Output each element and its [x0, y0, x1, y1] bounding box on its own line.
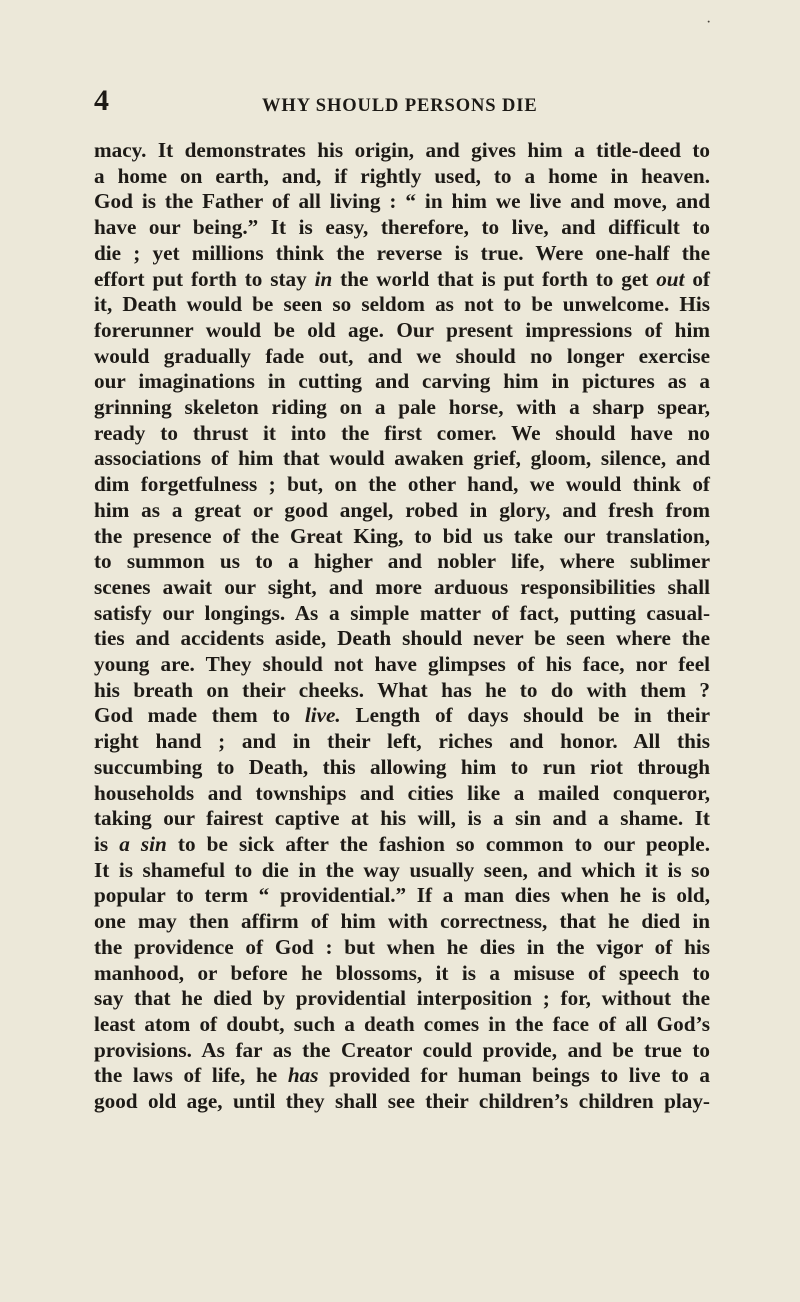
text-line: ties and accidents aside, Death should never be seen where the	[94, 626, 710, 651]
text-line: provisions. As far as the Creator could provide, and be true to	[94, 1037, 710, 1062]
text-line: the presence of the Great King, to bid us take our translation,	[94, 523, 710, 548]
text-line: God is the Father of all living : “ in him we live and move, and	[94, 189, 710, 214]
text-line: the providence of God : but when he dies in the vigor of his	[94, 934, 710, 959]
text-line: satisfy our longings. As a simple matter of fact, putting casual-	[94, 600, 710, 625]
body-text	[94, 138, 710, 1115]
text-line: grinning skeleton riding on a pale horse, with a sharp spear,	[94, 395, 710, 420]
text-line: effort put forth to stay in the world that is put forth to get out of	[94, 266, 710, 291]
text-line: right hand ; and in their left, riches and honor. All this	[94, 729, 710, 754]
text-line: say that he died by providential interposition ; for, without the	[94, 986, 710, 1011]
text-line: one may then affirm of him with correctness, that he died in	[94, 909, 710, 934]
text-line: our imaginations in cutting and carving him in pictures as a	[94, 369, 710, 394]
text-line: manhood, or before he blossoms, it is a misuse of speech to	[94, 960, 710, 985]
text-line: It is shameful to die in the way usually seen, and which it is so	[94, 857, 710, 882]
text-line: God made them to live. Length of days should be in their	[94, 703, 710, 728]
text-line: least atom of doubt, such a death comes in the face of all God’s	[94, 1011, 710, 1036]
text-line: have our being.” It is easy, therefore, to live, and difficult to	[94, 215, 710, 240]
text-line: scenes await our sight, and more arduous responsibilities shall	[94, 574, 710, 599]
text-line: a home on earth, and, if rightly used, to a home in heaven.	[94, 163, 710, 188]
text-line: dim forgetfulness ; but, on the other hand, we would think of	[94, 472, 710, 497]
text-line: taking our fairest captive at his will, is a sin and a shame. It	[94, 806, 710, 831]
margin-speck: ·	[706, 14, 712, 31]
text-line: associations of him that would awaken grief, gloom, silence, and	[94, 446, 710, 471]
text-line: to summon us to a higher and nobler life, where sublimer	[94, 549, 710, 574]
text-line: succumbing to Death, this allowing him to run riot through	[94, 754, 710, 779]
text-line: the laws of life, he has provided for human beings to live to a	[94, 1063, 710, 1088]
text-line: it, Death would be seen so seldom as not to be unwelcome. His	[94, 292, 710, 317]
text-line: young are. They should not have glimpses of his face, nor feel	[94, 652, 710, 677]
running-head	[94, 84, 710, 122]
text-line: macy. It demonstrates his origin, and gives him a title-deed to	[94, 138, 710, 162]
text-line: good old age, until they shall see their children’s children play-	[94, 1089, 710, 1114]
text-line: popular to term “ providential.” If a man dies when he is old,	[94, 883, 710, 908]
text-line: die ; yet millions think the reverse is true. Were one-half the	[94, 240, 710, 265]
text-line: households and townships and cities like a mailed conqueror,	[94, 780, 710, 805]
text-line: forerunner would be old age. Our present impressions of him	[94, 317, 710, 342]
text-line: would gradually fade out, and we should no longer exercise	[94, 343, 710, 368]
text-line: his breath on their cheeks. What has he to do with them ?	[94, 677, 710, 702]
text-line: him as a great or good angel, robed in glory, and fresh from	[94, 497, 710, 522]
text-line: is a sin to be sick after the fashion so common to our people.	[94, 831, 711, 856]
page-number: 4	[94, 84, 109, 117]
text-line: ready to thrust it into the first comer. We should have no	[94, 420, 710, 445]
running-title: WHY SHOULD PERSONS DIE	[262, 96, 538, 116]
